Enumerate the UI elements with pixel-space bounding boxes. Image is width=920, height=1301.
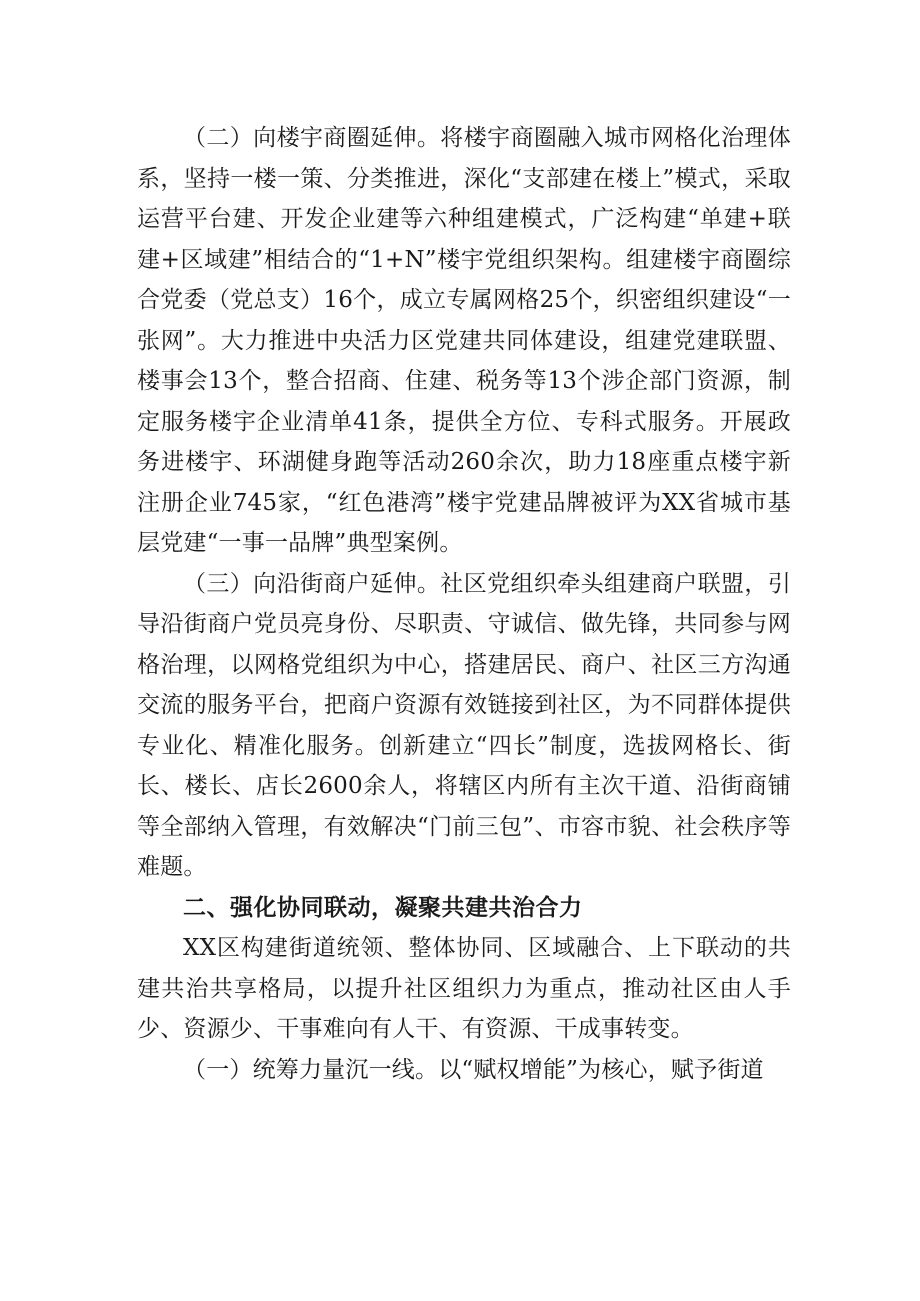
section-heading: 二、强化协同联动，凝聚共建共治合力	[183, 894, 583, 921]
paragraph-street-merchants: （三）向沿街商户延伸。社区党组织牵头组建商户联盟，引导沿街商户党员亮身份、尽职责、守诚信、做先锋，共同参与网格治理，以网格党组织为中心，搭建居民、商户、社区三方沟通交流的服务平台，把商户资源有效链接到社区，为不同群体提供专业化、精准化服务。创新建立“四长”制度，选拔网格长、街长、楼长、店长2600余人，将辖区内所有主次干道、沿街商铺等全部纳入管理，有效解决“门前三包”、市容市貌、社会秩序等难题。	[137, 570, 791, 880]
section-intro-paragraph: XX区构建街道统领、整体协同、区域融合、上下联动的共建共治共享格局，以提升社区组织力为重点，推动社区由人手少、资源少、干事难向有人干、有资源、干成事转变。	[137, 935, 791, 1042]
paragraph-coordinate-forces: （一）统筹力量沉一线。以“赋权增能”为核心，赋予街道	[183, 1056, 764, 1083]
paragraph-building-business-district: （二）向楼宇商圈延伸。将楼宇商圈融入城市网格化治理体系，坚持一楼一策、分类推进，深化“支部建在楼上”模式，采取运营平台建、开发企业建等六种组建模式，广泛构建“单建+联建+区域建”相结合的“1+N”楼宇党组织架构。组建楼宇商圈综合党委（党总支）16个，成立专属网格25个，织密组织建设“一张网”。大力推进中央活力区党建共同体建设，组建党建联盟、楼事会13个，整合招商、住建、税务等13个涉企部门资源，制定服务楼宇企业清单41条，提供全方位、专科式服务。开展政务进楼宇、环湖健身跑等活动260余次，助力18座重点楼宇新注册企业745家，“红色港湾”楼宇党建品牌被评为XX省城市基层党建“一事一品牌”典型案例。	[137, 125, 791, 556]
document-page	[137, 118, 791, 1090]
